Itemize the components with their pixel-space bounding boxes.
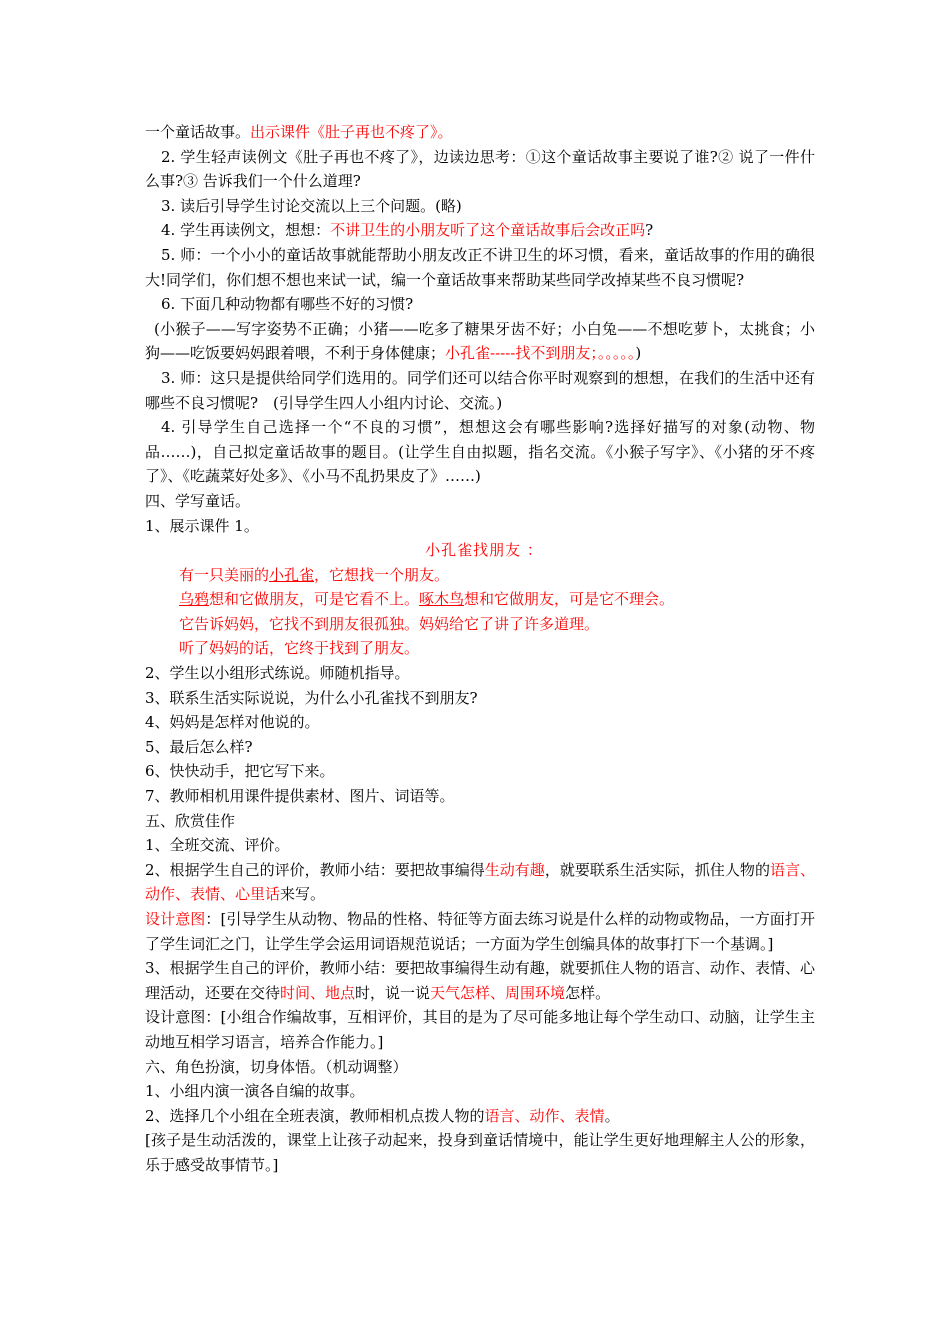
text: (小猴子——写字姿势不正确；小猪——吃多了糖果牙齿不好；小白兔——不想吃萝卜，太挑食；小狗——吃饭要妈妈跟着喂，不利于身体健康； xyxy=(145,319,815,363)
list-item: 3、联系生活实际说说，为什么小孔雀找不到朋友? xyxy=(145,688,478,707)
text: 4. 学生再读例文，想想： xyxy=(161,221,331,240)
text: 一个童话故事。 xyxy=(145,123,251,141)
list-item: 7、教师相机用课件提供素材、图片、词语等。 xyxy=(145,787,455,806)
section-heading: 六、角色扮演，切身体悟。（机动调整） xyxy=(145,1057,408,1076)
design-intent: 设计意图：[小组合作编故事，互相评价，其目的是为了尽可能多地让每个学生动口、动脑，让学生主动地互相学习语言，培养合作能力。] xyxy=(145,1008,815,1051)
list-item: 2、学生以小组形式练说。师随机指导。 xyxy=(145,664,410,683)
section-heading: 五、欣赏佳作 xyxy=(145,811,236,830)
design-intent xyxy=(145,907,815,956)
underlined-text: 小孔雀 xyxy=(269,565,315,584)
story-line xyxy=(145,587,815,612)
list-item xyxy=(145,858,815,907)
paragraph: 3. 师：这只是提供给同学们选用的。同学们还可以结合你平时观察到的想想，在我们的生活中还有哪些不良习惯呢? (引导学生四人小组内讨论、交流。) xyxy=(145,368,815,412)
story-line: 它告诉妈妈，它找不到朋友很孤独。妈妈给它了讲了许多道理。 xyxy=(179,614,600,633)
text: ，就要联系生活实际，抓住人物的 xyxy=(544,860,770,879)
highlight-text: 小孔雀-----找不到朋友；。。。。。 xyxy=(445,344,636,363)
text: ) xyxy=(635,344,642,363)
list-item: 1、展示课件 1。 xyxy=(145,516,259,535)
paragraph xyxy=(145,120,815,145)
list-item xyxy=(145,956,815,1005)
text: 2、根据学生自己的评价，教师小结：要把故事编得 xyxy=(145,860,485,879)
highlight-text: 出示课件《肚子再也不疼了》。 xyxy=(250,123,453,141)
highlight-text: 时间、地点 xyxy=(280,983,356,1002)
text: 3、根据学生自己的评价，教师小结：要把故事编得生动有趣，就要抓住人物的语言、动作、表情、心理活动，还要在交待 xyxy=(145,959,815,1002)
paragraph: 4. 引导学生自己选择一个“不良的习惯”，想想这会有哪些影响?选择好描写的对象(动物、物品……)，自己拟定童话故事的题目。(让学生自由拟题，指名交流。《小猴子写字》、《小猪的牙不疼了》、《吃蔬菜好处多》、《小马不乱扔果皮了》……) xyxy=(145,418,815,486)
story-line xyxy=(145,563,815,588)
list-item: 1、全班交流、评价。 xyxy=(145,836,290,855)
text: ? xyxy=(645,221,654,240)
highlight-text: 生动有趣 xyxy=(484,860,545,879)
story-line: 听了妈妈的话，它终于找到了朋友。 xyxy=(179,639,420,658)
paragraph xyxy=(145,317,815,366)
text: 怎样。 xyxy=(565,983,611,1002)
text: ：[引导学生从动物、物品的性格、特征等方面去练习说是什么样的动物或物品，一方面打开了学生词汇之门，让学生学会运用词语规范说话；一方面为学生创编具体的故事打下一个基调。] xyxy=(145,910,815,953)
list-item: 6、快快动手，把它写下来。 xyxy=(145,762,335,781)
highlight-text: 语言、动作、表情 xyxy=(484,1106,605,1125)
text: 想和它做朋友，可是它不理会。 xyxy=(464,590,675,609)
highlight-text: 语言、动作、表情、心里话 xyxy=(145,860,815,904)
paragraph: 2. 学生轻声读例文《肚子再也不疼了》，边读边思考：①这个童话故事主要说了谁?② 说了一件什么事?③ 告诉我们一个什么道理? xyxy=(145,147,815,191)
text: 有一只美丽的 xyxy=(179,565,270,584)
text: 时，说一说 xyxy=(355,983,431,1002)
paragraph: 5. 师：一个小小的童话故事就能帮助小朋友改正不讲卫生的坏习惯，看来，童话故事的作用的确很大!同学们，你们想不想也来试一试，编一个童话故事来帮助某些同学改掉某些不良习惯呢? xyxy=(145,245,815,289)
underlined-text: 啄木鸟 xyxy=(419,590,465,609)
paragraph xyxy=(145,218,815,243)
list-item: 4、妈妈是怎样对他说的。 xyxy=(145,713,320,732)
text: ，它想找一个朋友。 xyxy=(314,565,450,584)
document-page xyxy=(145,120,815,1178)
underlined-text: 乌鸦 xyxy=(179,590,210,609)
text: 2、选择几个小组在全班表演，教师相机点拨人物的 xyxy=(145,1106,485,1125)
text: 。 xyxy=(604,1106,620,1125)
design-intent: [孩子是生动活泼的，课堂上让孩子动起来，投身到童话情境中，能让学生更好地理解主人公的形象，乐于感受故事情节。] xyxy=(145,1131,815,1174)
highlight-text: 设计意图 xyxy=(145,910,206,928)
list-item: 5、最后怎么样? xyxy=(145,737,253,756)
list-item: 1、小组内演一演各自编的故事。 xyxy=(145,1082,365,1101)
paragraph: 6. 下面几种动物都有哪些不好的习惯? xyxy=(161,295,414,314)
list-item xyxy=(145,1104,815,1129)
highlight-text: 天气怎样、周围环境 xyxy=(430,983,566,1002)
story-title: 小孔雀找朋友 ： xyxy=(425,541,543,560)
section-heading: 四、学写童话。 xyxy=(145,491,251,510)
paragraph: 3. 读后引导学生讨论交流以上三个问题。(略) xyxy=(161,196,462,215)
text: 想和它做朋友，可是它看不上。 xyxy=(209,590,420,609)
text: 来写。 xyxy=(280,885,326,904)
highlight-text: 不讲卫生的小朋友听了这个童话故事后会改正吗 xyxy=(330,221,646,240)
